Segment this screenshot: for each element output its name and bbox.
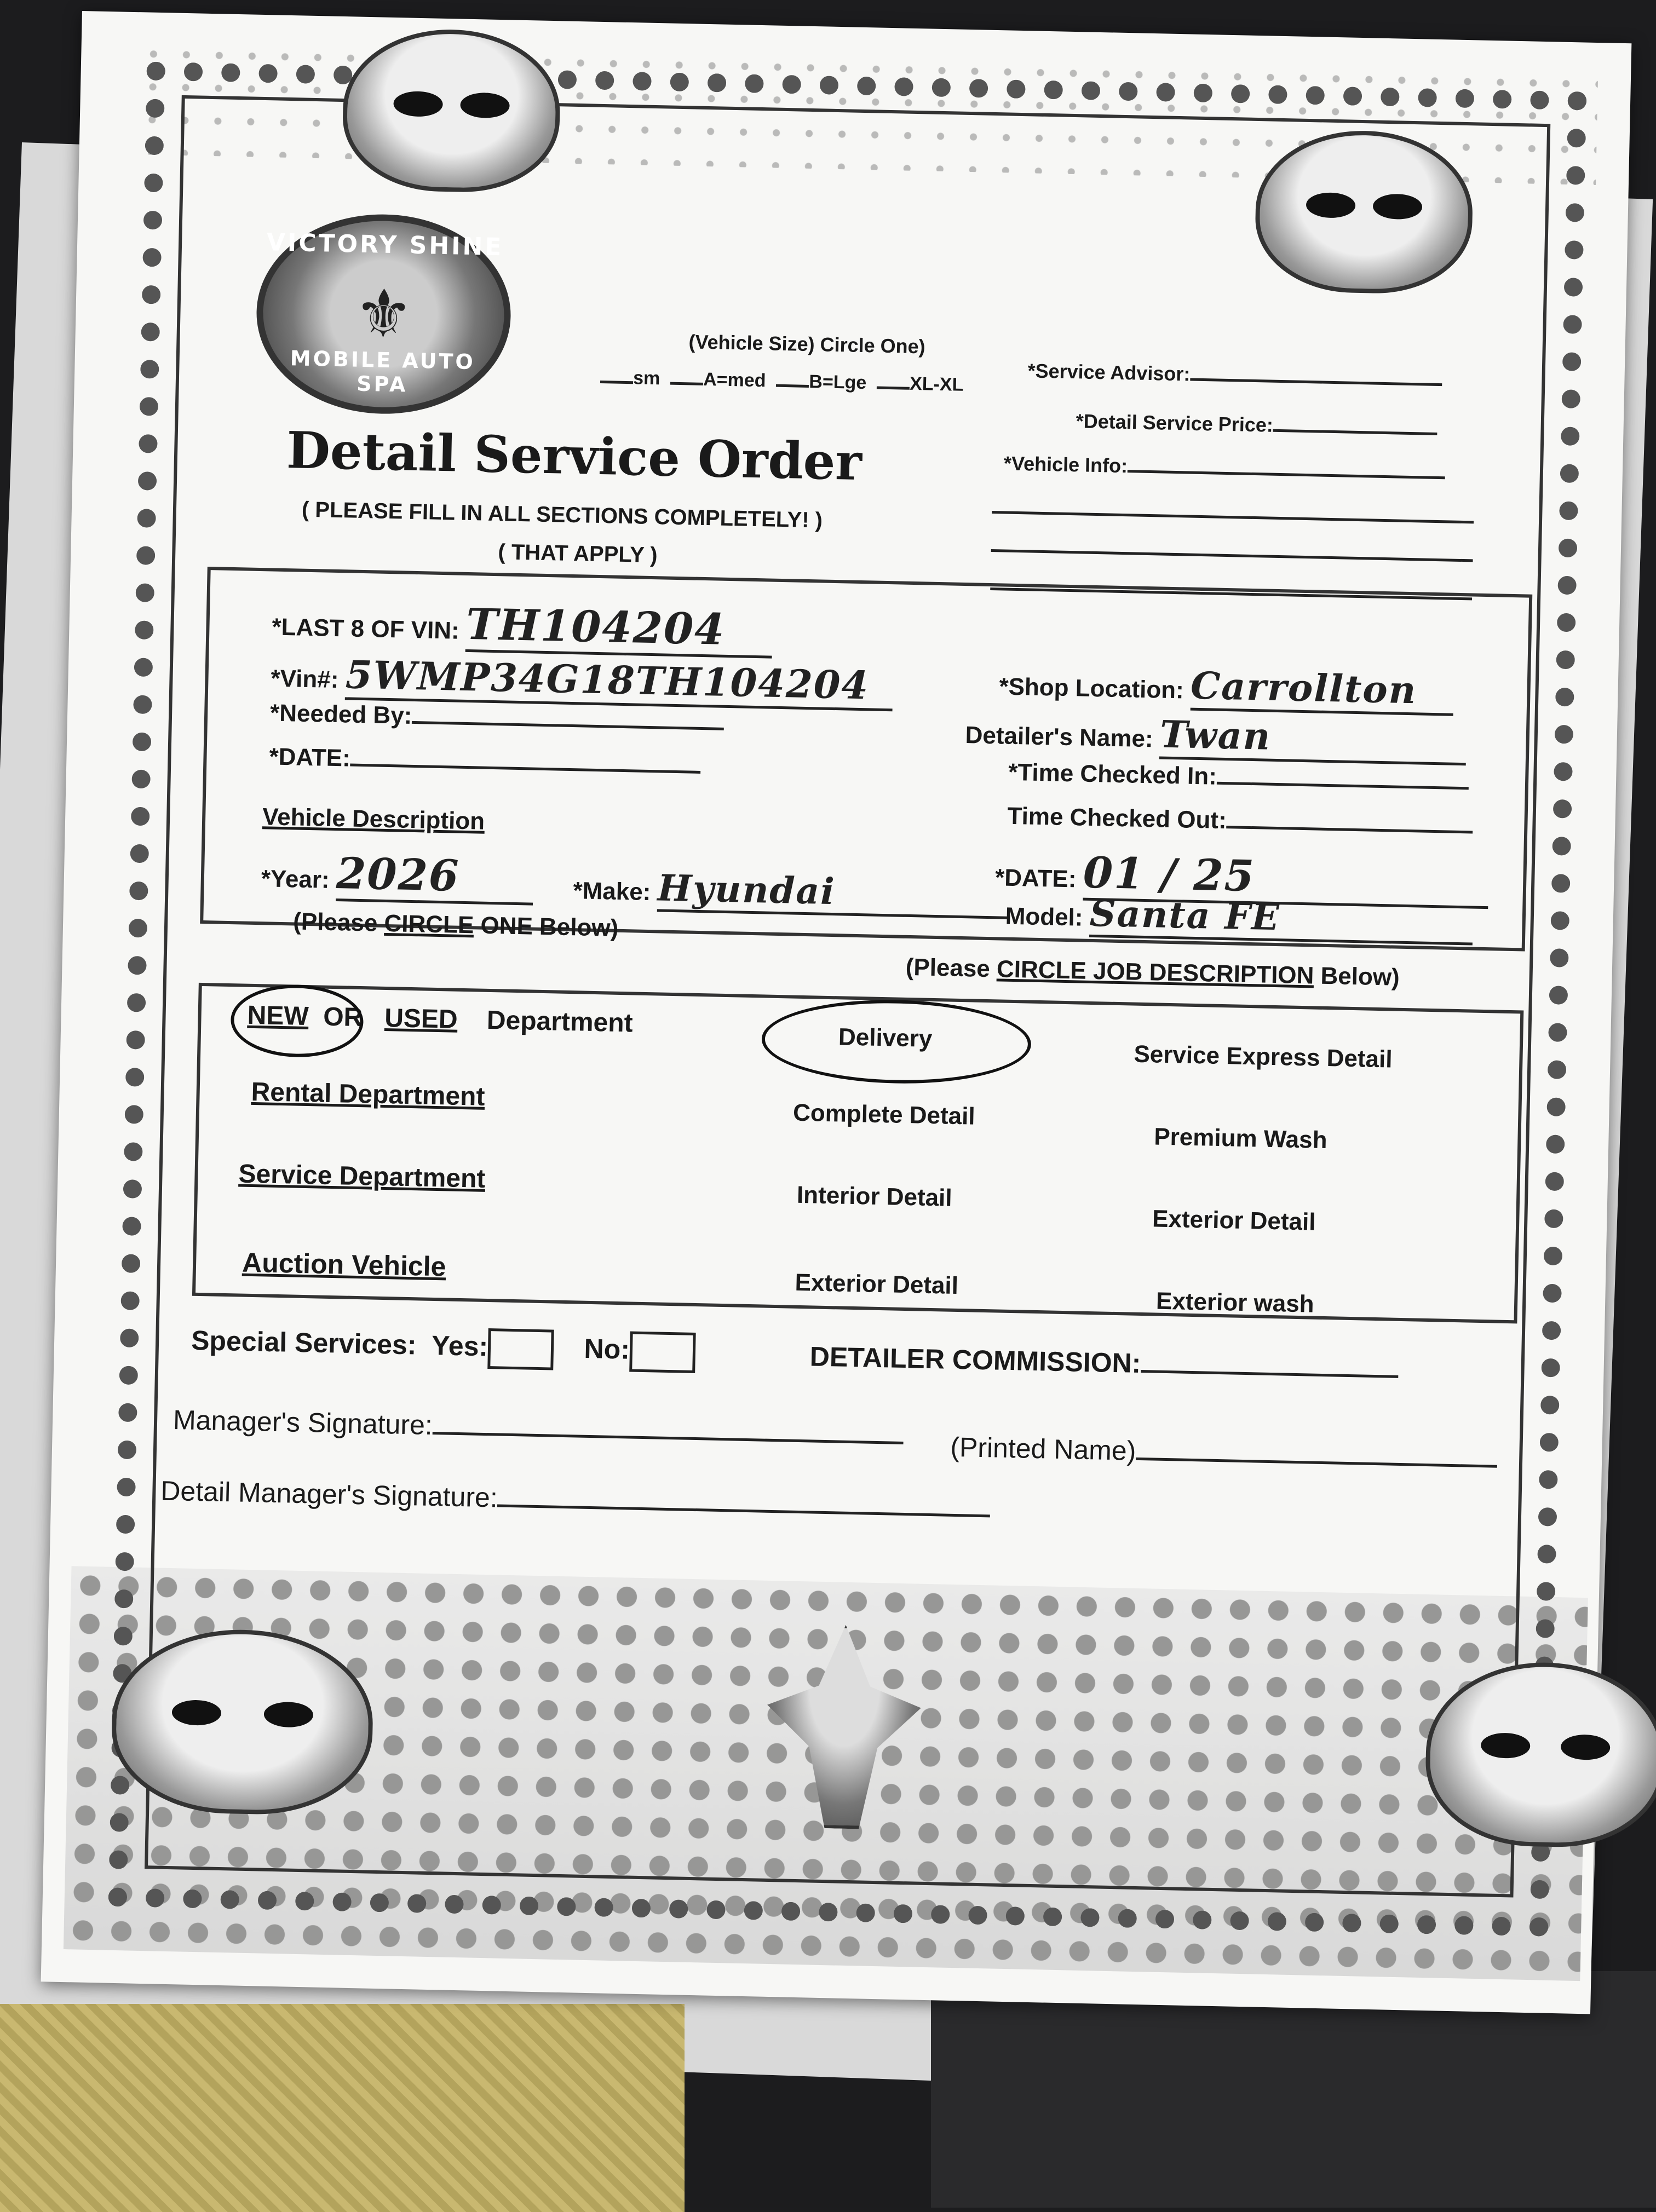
detail-manager-signature-field[interactable]: Detail Manager's Signature: (160, 1475, 991, 1524)
job-exterior-detail[interactable]: Exterior Detail (795, 1269, 959, 1300)
model-field[interactable]: Model: Santa FE (1005, 890, 1474, 946)
printed-name-field[interactable]: (Printed Name) (950, 1431, 1498, 1474)
vehicle-info-field[interactable]: *Vehicle Info: (1004, 452, 1446, 484)
vehicle-size-label: (Vehicle Size) Circle One) (688, 330, 926, 358)
company-logo (255, 212, 513, 417)
make-value: Hyundai (657, 866, 836, 913)
service-order-form (41, 11, 1632, 2014)
department-options: NEW OR USED Department (247, 1000, 634, 1038)
vin-field[interactable]: *Vin#: 5WMP34G18TH104204 (271, 650, 894, 711)
size-option-sm[interactable]: sm (633, 367, 660, 389)
that-apply-instruction: ( THAT APPLY ) (498, 540, 658, 568)
rental-department-option[interactable]: Rental Department (251, 1077, 485, 1111)
logo-text-bottom: MOBILE AUTO SPA (290, 346, 476, 397)
job-exterior-wash[interactable]: Exterior wash (1155, 1287, 1315, 1318)
fabric-background (0, 2004, 685, 2212)
shop-location-value: Carrollton (1190, 664, 1417, 713)
size-option-xl[interactable]: XL-XL (909, 373, 964, 395)
vin-value: 5WMP34G18TH104204 (344, 652, 870, 708)
date-right-field[interactable]: *DATE: 01 / 25 (994, 846, 1488, 909)
make-field[interactable]: *Make: Hyundai (573, 865, 1009, 919)
date-left-field[interactable]: *DATE: (269, 743, 701, 779)
job-interior-detail[interactable]: Interior Detail (796, 1181, 953, 1212)
year-field[interactable]: *Year: 2026 (261, 847, 534, 905)
detailer-name-value: Twan (1159, 712, 1272, 759)
last8-vin-field[interactable]: *LAST 8 OF VIN: TH104204 (272, 596, 773, 659)
job-complete-detail[interactable]: Complete Detail (792, 1099, 976, 1130)
detail-price-field[interactable]: *Detail Service Price: (1076, 410, 1438, 440)
auction-vehicle-option[interactable]: Auction Vehicle (242, 1247, 447, 1282)
time-checked-out-field[interactable]: Time Checked Out: (1007, 803, 1473, 840)
job-premium-wash[interactable]: Premium Wash (1153, 1123, 1328, 1154)
fill-instruction: ( PLEASE FILL IN ALL SECTIONS COMPLETELY! ) (301, 497, 823, 533)
fleur-de-lis-icon: ⚜ (353, 276, 414, 352)
special-yes-checkbox[interactable] (487, 1328, 554, 1370)
circle-job-prompt: (Please CIRCLE JOB DESCRIPTION Below) (905, 953, 1400, 991)
service-advisor-field[interactable]: *Service Advisor: (1027, 359, 1442, 391)
time-checked-in-field[interactable]: *Time Checked In: (1008, 759, 1469, 796)
model-value: Santa FE (1089, 891, 1281, 939)
special-no-checkbox[interactable] (629, 1331, 696, 1373)
manager-signature-field[interactable]: Manager's Signature: (173, 1404, 904, 1451)
detailer-name-field[interactable]: Detailer's Name: Twan (965, 708, 1467, 765)
page-title: Detail Service Order (286, 420, 863, 492)
needed-by-field[interactable]: *Needed By: (270, 699, 725, 736)
vehicle-description-heading: Vehicle Description (262, 803, 485, 835)
last8-vin-value: TH104204 (465, 599, 726, 655)
job-exterior-detail-2[interactable]: Exterior Detail (1152, 1205, 1316, 1236)
year-value: 2026 (336, 849, 461, 901)
circle-one-prompt: (Please CIRCLE ONE Below) (292, 908, 619, 942)
shop-location-field[interactable]: *Shop Location: Carrollton (999, 660, 1454, 716)
date-right-value: 01 / 25 (1083, 848, 1256, 902)
detailer-commission-field[interactable]: DETAILER COMMISSION: (809, 1340, 1399, 1384)
size-option-lge[interactable]: B=Lge (808, 371, 867, 394)
size-option-med[interactable]: A=med (703, 368, 766, 391)
job-service-express-detail[interactable]: Service Express Detail (1134, 1040, 1393, 1073)
special-services-row: Special Services: Yes: No: (191, 1322, 695, 1373)
job-delivery[interactable]: Delivery (838, 1023, 933, 1052)
logo-text-top: VICTORY SHINE (266, 228, 504, 262)
used-option[interactable]: USED (384, 1003, 458, 1034)
service-department-option[interactable]: Service Department (238, 1159, 486, 1194)
new-option[interactable]: NEW (247, 1000, 309, 1032)
